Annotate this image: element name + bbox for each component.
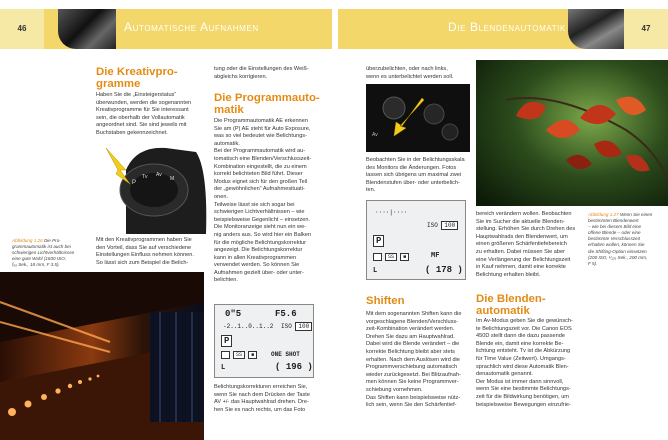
svg-text:M: M — [170, 176, 175, 182]
lcd-iso-r: ISO 100 — [427, 221, 458, 230]
program-heading — [214, 92, 320, 116]
shiften-text: Mit dem sogenannten Shiften kann die vorgeschlagene Blenden/Verschluss- zeit-Kombination verändert werden. Drehen Sie dazu am Hauptwahlrad. Dabei wird die Blende verändert – die korrekte Belichtung bleibt aber stets erhalten. Nach dem Auslösen wird die Programmverschiebung automatisch wieder zurückgesetzt. Bei Blitzaufnah- men können Sie keine Programmver- schiebung vornehmen. Das Shiften kann beispielsweise nütz- lich sein, wenn Sie den Schärfentief- — [366, 311, 462, 409]
kreativ-heading-line: Die Kreativpro- — [96, 66, 178, 78]
lcd-focus-mode-r: MF — [431, 252, 440, 260]
col2-bottom-text: Belichtungskorrekturen erreichen Sie, wenn Sie nach dem Drücken der Taste AV +/- das Hauptwahlrad drehen. Dre- hen Sie es nach rechts, um das Foto — [214, 384, 310, 413]
program-heading-line: matik — [214, 104, 244, 116]
program-heading-line: Die Programmauto- — [214, 92, 320, 104]
svg-text:Tv: Tv — [142, 174, 148, 180]
monitor-lcd-screen — [366, 200, 466, 280]
blende-heading-line: automatik — [476, 305, 530, 317]
svg-text:Av: Av — [156, 172, 162, 178]
left-page-number: 46 — [0, 9, 44, 49]
lcd-scale-r: ····|···· — [375, 209, 408, 216]
right-page-number: 47 — [624, 9, 668, 49]
lcd-shutter: 0"5 — [225, 309, 242, 319]
blende-text: Im Av-Modus geben Sie die gewünsch- te Belichtungszeit vor. Die Canon EOS 450D stellt dann die dazu passende Blende ein, damit eine korrekte Be- lichtung entsteht. Tv ist die Abkürzung für Time Value (Zeitwert). Umgangs- sprachlich wird diese Automatik Blen- denautomatik genannt. Der Modus ist immer dann sinnvoll, wenn Sie eine bestimmte Belichtungs- zeit für die Bildwirkung benötigen, um beispielsweise Bewegungen einzufrie- — [476, 318, 573, 408]
shiften-heading: Shiften — [366, 295, 405, 307]
program-lcd-screen — [214, 304, 314, 378]
camera-mode-dial-photo — [96, 140, 210, 234]
lcd-icons-row-r: SS ■ — [373, 253, 409, 261]
kreativ-heading-line: gramme — [96, 78, 141, 90]
left-header-thumbnail — [58, 9, 116, 49]
svg-text:P: P — [132, 180, 137, 186]
kreativ-heading — [96, 66, 178, 90]
lcd-quality-r: L — [373, 267, 378, 275]
blende-heading — [476, 293, 546, 317]
lcd-mode-r: P — [373, 235, 384, 247]
kreativ-text-2: Mit den Kreativprogrammen haben Sie den Vorteil, dass Sie auf verschiedene Einstellungen Einfluss nehmen können. So lässt sich zum Beispiel die Belich- — [96, 237, 194, 266]
lcd-focus-mode: ONE SHOT — [271, 351, 300, 358]
lcd-exposure-scale: -2..1..0..1..2 — [223, 323, 274, 330]
blende-heading-line: Die Blenden- — [476, 293, 546, 305]
lcd-mode: P — [221, 335, 232, 347]
camera-caption: Abbildung 1.26 Die Pro- grammautomatik ist auch bei schwierigen Lichtverhältnissen eine gute Wahl (1600 ISO, f₅₅ Sek., 18 mm, F 3.5). — [12, 238, 75, 268]
col2-intro: tung oder die Einstellungen des Weiß- abgleichs korrigieren. — [214, 66, 309, 80]
monitor-text: Beobachten Sie in der Belichtungsskala des Monitors die Änderungen. Fotos lassen sich übrigens um maximal zwei Blendenstufen über- oder unterbelich- ten. — [366, 157, 465, 194]
right-header-thumbnail — [568, 9, 626, 49]
left-header-title: Automatische Aufnahmen — [124, 20, 259, 34]
lcd-iso: ISO 100 — [281, 322, 312, 331]
lcd-shots: ( 196 ) — [275, 362, 313, 372]
leaf-caption: Abbildung 1.27 Wenn Sie einen bestimmten Blendenwert – wie bei diesem Bild eine offene Blende – oder eine bestimmte Verschlusszeit erhalten wollen, können Sie die Shifting-Option einsetzen (200 ISO, ¹⁄₁₂₅ Sek., 200 mm, F 5). — [588, 212, 653, 266]
lcd-quality: L — [221, 364, 226, 372]
right-header-title: Die Blendenautomatik — [448, 20, 566, 34]
svg-text:Av: Av — [372, 132, 378, 138]
orange-corridor-photo — [0, 272, 204, 440]
lcd-icons-row: SS ■ — [221, 351, 257, 359]
lcd-aperture: F5.6 — [275, 309, 297, 319]
exposure-button-photo — [366, 84, 470, 152]
kreativ-text: Haben Sie die „Einsteigerstatus“ überwunden, werden die sogenannten Kreativprogramme für Sie interessant sein, die oberhalb der Vollautomatik angeordnet sind. Sie sind jeweils mit Buchstaben gekennzeichnet. — [96, 92, 192, 136]
lcd-shots-r: ( 178 ) — [425, 265, 463, 275]
red-leaves-photo — [476, 60, 668, 206]
right-col1-top: überzubelichten, oder nach links, wenn es unterbelichtet werden soll. — [366, 66, 454, 80]
right-col2-text: bereich verändern wollen. Beobachten Sie im Sucher die aktuelle Blenden- stellung. Erhöhen Sie durch Drehen des Hauptwahlrads den Blendenwert, um einen größeren Schärfentiefebereich zu erhalten. Dabei müssen Sie aber eine Verlängerung der Belichtungszeit in Kauf nehmen, damit eine korrekte Belichtung erhalten bleibt. — [476, 211, 576, 278]
program-text: Die Programmautomatik AE erkennen Sie am (P) AE steht für Auto Exposure, was so viel bedeutet wie Belichtungs- automatik. Bei der Programmautomatik wird au- tomatisch eine Blenden/Verschlusszeit- Kombination eingestellt, die zu einem korrekt belichteten Bild führt. Dieser Modus eignet sich für den großen Teil der „gewöhnlichen“ Aufnahmesituati- onen. Teilweise lässt sie sich sogar bei schwierigen Lichtverhältnissen – wie beispielsweise Gegenlicht – einsetzen. Die Monitoranzeige sieht nun ein we- nig anders aus. So wird hier ein Balken für die mögliche Belichtungskorrektur angezeigt. Die Belichtungskorrektur kann in allen Kreativprogrammen verwendet werden. So können Sie Aufnahmen gezielt über- oder unter- belichten. — [214, 118, 312, 284]
